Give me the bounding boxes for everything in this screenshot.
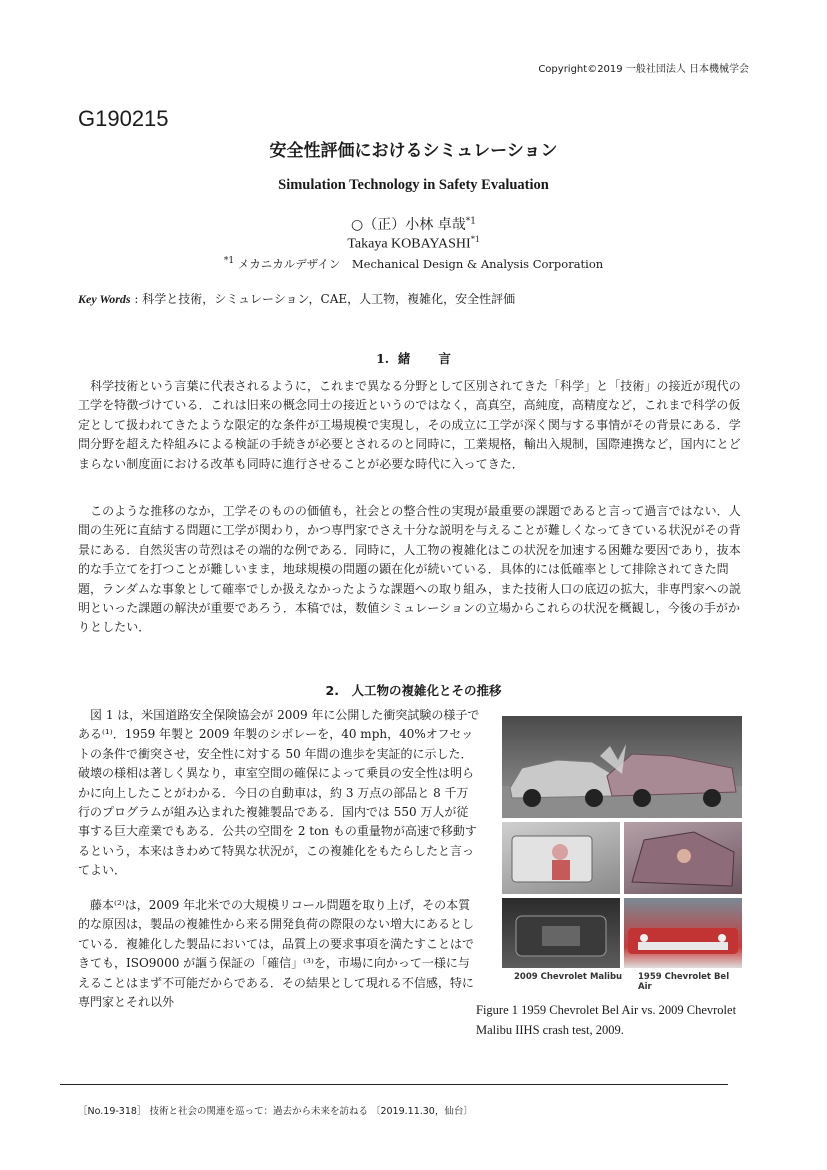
figure-1-caption: Figure 1 1959 Chevrolet Bel Air vs. 2009 Chevrolet Malibu IIHS crash test, 2009. bbox=[476, 1003, 737, 1037]
section-1-number: 1. bbox=[376, 351, 390, 366]
paragraph-text: このような推移のなか，工学そのものの価値も，社会との整合性の実現が最重要の課題であると言って過言ではない．人間の生死に直結する問題に工学が関わり，かつ専門家でさえ十分な説明を与えることが難しくなってきている状況がその背景にある．自然災害の苛烈はその端的な例である．同時に，人工物の複雑化はこの状況を加速する困難な要因であり，抜本的な手立てを打つことが難しいまま，地球規模の問題の顕在化が続いている．具体的には低確率として排除されてきた問題，ランダムな事象として確率でしか扱えなかったような課題への取り組み，また技術人口の底辺の拡大，非専門家への説明といった課題の解決が重要であろう．本稿では，数値シミュレーションの立場からこれらの状況を概観し，今後の手がかりとしたい． bbox=[78, 504, 741, 635]
title-english: Simulation Technology in Safety Evaluation bbox=[278, 177, 549, 193]
paragraph-text: 科学技術という言葉に代表されるように，これまで異なる分野として区別されてきた「科学」と「技術」の接近が現代の工学を特徴づけている．これは旧来の概念同士の接近というのではなく，高真空，高純度，高精度など，これまで科学の仮定として扱われてきたような限定的な条件が工場規模で実現し，その成立に工学が深く関与する事情がその背景にある．学問分野を超えた枠組みによる検証の手続きが必要とされるのと同時に，工業規格，輸出入規制，国際連携など，国内にとどまらない制度面における改革も同時に進行させることが必要な時代に入ってきた． bbox=[78, 379, 741, 471]
section-2-heading: 2. 人工物の複雑化とその推移 bbox=[325, 683, 502, 698]
section-2-paragraph-2 bbox=[78, 896, 480, 1012]
headlight bbox=[640, 934, 648, 942]
dummy-head bbox=[552, 844, 568, 860]
footer-divider bbox=[60, 1084, 728, 1085]
author-english bbox=[0, 234, 827, 253]
crash-cars-illustration bbox=[502, 716, 742, 818]
author-name-japanese: ○（正）小林 卓哉 bbox=[351, 217, 466, 233]
belair-front-photo bbox=[624, 898, 742, 968]
malibu-engine-photo bbox=[502, 898, 620, 968]
affiliation-mark: *1 bbox=[223, 256, 235, 267]
belair-cabin-illustration bbox=[624, 822, 742, 894]
keywords-label: Key Words bbox=[78, 292, 131, 306]
belair-front-illustration bbox=[624, 898, 742, 968]
wheel bbox=[633, 789, 651, 807]
belair-interior-photo bbox=[624, 822, 742, 894]
author-mark: *1 bbox=[465, 216, 476, 227]
belair-body bbox=[607, 754, 736, 796]
headlight bbox=[718, 934, 726, 942]
crash-test-photo bbox=[502, 716, 742, 818]
title-japanese: 安全性評価におけるシミュレーション bbox=[269, 141, 558, 161]
wheel bbox=[523, 789, 541, 807]
malibu-interior-photo bbox=[502, 822, 620, 894]
footer-text: ［No.19-318］ 技術と社会の関連を巡って：過去から未来を訪ねる 〔2019.11.30，仙台〕 bbox=[78, 1106, 473, 1117]
section-1-heading bbox=[0, 349, 827, 367]
wheel bbox=[703, 789, 721, 807]
paragraph-text: 藤本⁽²⁾は，2009 年北米での大規模リコール問題を取り上げ，その本質的な原因は，製品の複雑性から来る開発負荷の際限のない増大にあるとしている．複雑化した製品においては，品質上の要求事項を満たすことはできても，ISO9000 が謳う保証の「確信」⁽³⁾を，市場に向かって一様に与えることはまず不可能だからである．その結果として現れる不信感，特に専門家とそれ以外 bbox=[78, 898, 475, 1010]
figure-1 bbox=[502, 716, 742, 992]
figure-label-belair: 1959 Chevrolet Bel Air bbox=[638, 972, 730, 992]
malibu-cabin-illustration bbox=[502, 822, 620, 894]
engine-block bbox=[542, 926, 580, 946]
section-2-paragraph-1 bbox=[78, 706, 480, 881]
dummy-head bbox=[677, 849, 691, 863]
figure-label-malibu: 2009 Chevrolet Malibu bbox=[514, 972, 623, 982]
section-1-title-b: 言 bbox=[438, 351, 451, 366]
author-japanese bbox=[0, 214, 827, 234]
paragraph-text: 図 1 は，米国道路安全保険協会が 2009 年に公開した衝突試験の様子である⁽¹⁾．1959 年製と 2009 年製のシボレーを，40 mph，40%オフセットの条件で衝突させ，安全性に対する 50 年間の進歩を実証的に示した．破壊の様相は著しく異なり，車室空間の確保によって乗員の安全性は明らかに向上したことがわかる．今日の自動車は，約 3 万点の部品と 8 千万行のプログラムが組み込まれた複雑製品である．国内では 550 万人が従事する巨大産業でもある．公共の空間を 2 ton もの重量物が高速で移動するという，本来はきわめて特異な状況が，この複雑化をもたらしたと言ってよい． bbox=[78, 708, 480, 878]
bumper bbox=[638, 942, 728, 950]
keywords-separator: : bbox=[130, 292, 143, 306]
copyright-notice: Copyright©2019 一般社団法人 日本機械学会 bbox=[538, 64, 749, 75]
section-1-paragraph-1 bbox=[78, 377, 750, 474]
malibu-engine-illustration bbox=[502, 898, 620, 968]
section-1-paragraph-2 bbox=[78, 502, 750, 638]
wheel bbox=[585, 789, 603, 807]
author-name-english: Takaya KOBAYASHI bbox=[347, 236, 471, 252]
affiliation bbox=[0, 256, 827, 272]
author-mark: *1 bbox=[470, 234, 480, 244]
paper-id: G190215 bbox=[78, 106, 169, 131]
keywords bbox=[78, 290, 515, 307]
dummy-body bbox=[552, 860, 570, 880]
keywords-text: 科学と技術，シミュレーション，CAE，人工物，複雑化，安全性評価 bbox=[142, 292, 516, 306]
section-1-title-a: 緒 bbox=[397, 351, 411, 366]
affiliation-text: メカニカルデザイン Mechanical Design & Analysis Corporation bbox=[237, 257, 604, 271]
